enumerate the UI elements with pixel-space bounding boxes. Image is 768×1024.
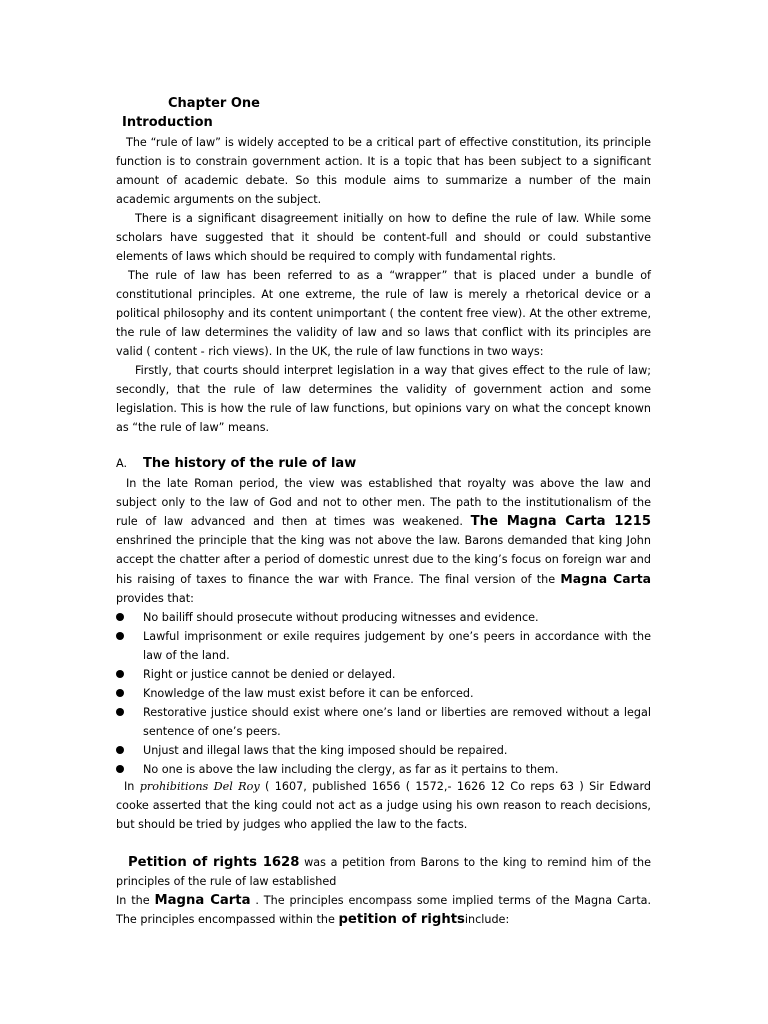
petition-magna-carta-term: Magna Carta	[154, 893, 251, 908]
petition-paragraph-1	[116, 853, 651, 891]
history-text-3: provides that:	[116, 592, 194, 605]
intro-paragraph-2: There is a significant disagreement initially on how to define the rule of law. While some scholars have suggested that it should be content-full and should or could substantive elements of laws which should be required to comply with fundamental rights.	[116, 212, 651, 263]
petition-text-2: . The principles encompass some implied terms of the Magna Carta. The principles encompassed within the	[116, 894, 652, 926]
chapter-title: Chapter One	[168, 96, 260, 111]
intro-title: Introduction	[122, 115, 213, 130]
intro-paragraph-3: The rule of law has been referred to as a “wrapper” that is placed under a bundle of constitutional principles. At one extreme, the rule of law is merely a rhetorical device or a political philosophy and its content unimportant ( the content free view). At the other extreme, the rule of law determines the validity of law and so laws that conflict with its principles are valid ( content - rich views). In the UK, the rule of law functions in two ways:	[116, 269, 651, 358]
history-paragraph	[116, 474, 651, 608]
petition-section	[116, 853, 651, 929]
petition-text-1: was a petition from Barons to the king to remind him of the principles of the rule of law established	[116, 856, 651, 888]
section-a-heading	[116, 454, 651, 473]
bullet-icon	[116, 765, 124, 773]
list-item: Lawful imprisonment or exile requires judgement by one’s peers in accordance with the law of the land.	[116, 627, 651, 665]
prohibitions-section	[116, 777, 651, 834]
intro-section	[116, 133, 651, 437]
magna-carta-term: Magna Carta	[560, 571, 651, 586]
list-item: Right or justice cannot be denied or delayed.	[116, 665, 651, 684]
prohibitions-case-name: prohibitions Del Roy	[139, 780, 260, 793]
prohibitions-text: ( 1607, published 1656 ( 1572,- 1626 12 Co reps 63 ) Sir Edward cooke asserted that the king could not act as a judge using his own reason to reach decisions, but should be tried by judges who applied the law to the facts.	[116, 780, 651, 831]
section-a-letter: A.	[116, 457, 128, 470]
list-item: Restorative justice should exist where one’s land or liberties are removed without a legal sentence of one’s peers.	[116, 703, 651, 741]
history-text-2: enshrined the principle that the king was not above the law. Barons demanded that king John accept the chatter after a period of domestic unrest due to the king’s focus on foreign war and his raising of taxes to finance the war with France. The final version of the	[116, 534, 651, 586]
list-item: No one is above the law including the clergy, as far as it pertains to them.	[116, 760, 651, 779]
petition-of-rights-term: petition of rights	[338, 912, 465, 927]
magna-carta-1215-term: The Magna Carta 1215	[470, 514, 651, 529]
petition-paragraph-2	[116, 891, 651, 929]
prohibitions-paragraph	[116, 777, 651, 834]
bullet-icon	[116, 746, 124, 754]
petition-text-3: include:	[464, 913, 510, 926]
intro-paragraph-1: The “rule of law” is widely accepted to be a critical part of effective constitution, its principle function is to constrain government action. It is a topic that has been subject to a significant amount of academic debate. So this module aims to summarize a number of the main academic arguments on the subject.	[116, 136, 651, 206]
section-a-title: The history of the rule of law	[143, 456, 357, 471]
bullet-icon	[116, 670, 124, 678]
list-item: Knowledge of the law must exist before it can be enforced.	[116, 684, 651, 703]
prohibitions-lead: In	[124, 780, 135, 793]
bullet-icon	[116, 708, 124, 716]
magna-carta-provisions-list	[116, 608, 651, 779]
bullet-icon	[116, 613, 124, 621]
petition-in-the: In the	[116, 894, 150, 907]
list-item: Unjust and illegal laws that the king imposed should be repaired.	[116, 741, 651, 760]
bullet-icon	[116, 632, 124, 640]
intro-paragraph-4: Firstly, that courts should interpret legislation in a way that gives effect to the rule of law; secondly, that the rule of law determines the validity of government action and some legislation. This is how the rule of law functions, but opinions vary on what the concept known as “the rule of law” means.	[116, 364, 651, 434]
section-a-body	[116, 474, 651, 779]
list-item: No bailiff should prosecute without producing witnesses and evidence.	[116, 608, 651, 627]
petition-of-rights-1628-term: Petition of rights 1628	[128, 855, 300, 870]
bullet-icon	[116, 689, 124, 697]
history-text-1: In the late Roman period, the view was established that royalty was above the law and subject only to the law of God and not to other men. The path to the institutionalism of the rule of law advanced and then at times was weakened.	[116, 477, 651, 528]
